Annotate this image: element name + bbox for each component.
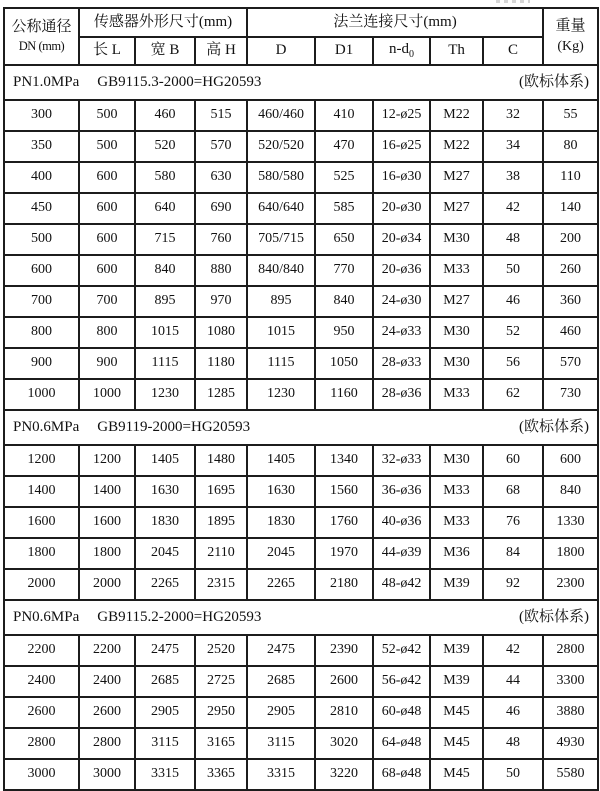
table-cell: 515 <box>195 100 247 131</box>
table-cell: M33 <box>430 476 483 507</box>
standard-code-label: GB9119-2000=HG20593 <box>97 418 251 435</box>
table-cell: 600 <box>543 445 598 476</box>
table-row <box>4 538 598 569</box>
table-row <box>4 286 598 317</box>
table-cell: 55 <box>543 100 598 131</box>
header-col-th: Th <box>430 37 483 65</box>
table-cell: M22 <box>430 131 483 162</box>
table-cell: 705/715 <box>247 224 315 255</box>
table-cell: 2300 <box>543 569 598 600</box>
table-cell: 1830 <box>135 507 195 538</box>
table-cell: 2045 <box>135 538 195 569</box>
table-cell: 1340 <box>315 445 373 476</box>
section-row <box>4 600 598 635</box>
table-cell: 2475 <box>247 635 315 666</box>
table-cell: 300 <box>4 100 79 131</box>
table-cell: M33 <box>430 379 483 410</box>
table-cell: 800 <box>4 317 79 348</box>
table-cell: 3315 <box>247 759 315 790</box>
table-cell: 200 <box>543 224 598 255</box>
table-cell: 1400 <box>79 476 135 507</box>
table-cell: 450 <box>4 193 79 224</box>
table-cell: 2390 <box>315 635 373 666</box>
table-cell: 600 <box>79 255 135 286</box>
table-cell: 1800 <box>543 538 598 569</box>
table-cell: 880 <box>195 255 247 286</box>
table-cell: 600 <box>79 162 135 193</box>
table-cell: 2520 <box>195 635 247 666</box>
table-cell: 500 <box>79 131 135 162</box>
table-cell: 4930 <box>543 728 598 759</box>
header-weight-title: 重量 <box>555 18 586 35</box>
table-cell: 2950 <box>195 697 247 728</box>
table-cell: M30 <box>430 445 483 476</box>
table-cell: M36 <box>430 538 483 569</box>
table-cell: 16-ø30 <box>373 162 430 193</box>
table-cell: 2200 <box>4 635 79 666</box>
table-row <box>4 379 598 410</box>
table-cell: 460 <box>543 317 598 348</box>
table-row <box>4 100 598 131</box>
section-row <box>4 65 598 100</box>
table-row <box>4 507 598 538</box>
table-cell: 2000 <box>4 569 79 600</box>
table-row <box>4 224 598 255</box>
table-cell: 520 <box>135 131 195 162</box>
table-cell: 42 <box>483 635 543 666</box>
table-cell: 895 <box>135 286 195 317</box>
header-col-width: 宽 B <box>135 37 195 65</box>
table-cell: 62 <box>483 379 543 410</box>
table-cell: 34 <box>483 131 543 162</box>
table-cell: 36-ø36 <box>373 476 430 507</box>
header-nominal-diameter <box>4 8 79 65</box>
table-cell: 1200 <box>79 445 135 476</box>
dimension-spec-table <box>3 7 599 791</box>
table-cell: 20-ø34 <box>373 224 430 255</box>
table-row <box>4 666 598 697</box>
header-row-groups <box>4 8 598 37</box>
header-weight-unit: (Kg) <box>557 38 584 54</box>
table-cell: 895 <box>247 286 315 317</box>
standard-system-note: (欧标体系) <box>519 608 590 625</box>
header-col-n-d0-sub: 0 <box>409 49 415 61</box>
table-cell: 2600 <box>4 697 79 728</box>
table-cell: 525 <box>315 162 373 193</box>
table-cell: 650 <box>315 224 373 255</box>
table-cell: 2400 <box>4 666 79 697</box>
table-cell: 350 <box>4 131 79 162</box>
table-cell: 2600 <box>79 697 135 728</box>
table-cell: 110 <box>543 162 598 193</box>
table-cell: 1970 <box>315 538 373 569</box>
table-cell: 32-ø33 <box>373 445 430 476</box>
header-col-n-d0-main: n-d <box>389 41 410 58</box>
table-row <box>4 759 598 790</box>
table-cell: 46 <box>483 286 543 317</box>
table-cell: 20-ø36 <box>373 255 430 286</box>
table-cell: 630 <box>195 162 247 193</box>
table-cell: 1015 <box>135 317 195 348</box>
table-cell: M33 <box>430 507 483 538</box>
table-cell: 5580 <box>543 759 598 790</box>
table-cell: 60-ø48 <box>373 697 430 728</box>
table-cell: 600 <box>4 255 79 286</box>
header-col-height: 高 H <box>195 37 247 65</box>
table-row <box>4 697 598 728</box>
table-cell: 3880 <box>543 697 598 728</box>
table-row <box>4 162 598 193</box>
table-cell: 585 <box>315 193 373 224</box>
table-cell: 1800 <box>79 538 135 569</box>
table-cell: 1405 <box>247 445 315 476</box>
table-cell: 1760 <box>315 507 373 538</box>
pressure-rating-label: PN1.0MPa <box>13 73 80 90</box>
table-cell: 64-ø48 <box>373 728 430 759</box>
table-cell: 2045 <box>247 538 315 569</box>
table-cell: 2810 <box>315 697 373 728</box>
standard-code-label: GB9115.2-2000=HG20593 <box>97 608 262 625</box>
table-cell: M45 <box>430 759 483 790</box>
table-row <box>4 476 598 507</box>
table-cell: 600 <box>79 193 135 224</box>
table-cell: 1015 <box>247 317 315 348</box>
table-cell: M39 <box>430 666 483 697</box>
table-cell: 3365 <box>195 759 247 790</box>
table-cell: 800 <box>79 317 135 348</box>
table-cell: 1600 <box>79 507 135 538</box>
table-cell: 500 <box>4 224 79 255</box>
table-cell: 840/840 <box>247 255 315 286</box>
table-cell: 92 <box>483 569 543 600</box>
standard-system-note: (欧标体系) <box>519 73 590 90</box>
table-row <box>4 317 598 348</box>
table-cell: 44 <box>483 666 543 697</box>
pressure-rating-label: PN0.6MPa <box>13 418 80 435</box>
table-cell: 2905 <box>247 697 315 728</box>
table-cell: 1600 <box>4 507 79 538</box>
table-body <box>4 65 598 790</box>
table-cell: 76 <box>483 507 543 538</box>
table-cell: 3000 <box>4 759 79 790</box>
table-cell: 1830 <box>247 507 315 538</box>
table-cell: 2725 <box>195 666 247 697</box>
table-cell: 3165 <box>195 728 247 759</box>
header-col-d: D <box>247 37 315 65</box>
table-cell: 84 <box>483 538 543 569</box>
table-cell: 950 <box>315 317 373 348</box>
header-col-n-d0 <box>373 37 430 65</box>
table-cell: 60 <box>483 445 543 476</box>
table-cell: 640 <box>135 193 195 224</box>
table-cell: 1115 <box>247 348 315 379</box>
scan-artifact <box>496 0 530 3</box>
table-cell: 44-ø39 <box>373 538 430 569</box>
table-cell: 12-ø25 <box>373 100 430 131</box>
table-cell: 1160 <box>315 379 373 410</box>
table-cell: M45 <box>430 728 483 759</box>
table-cell: 24-ø33 <box>373 317 430 348</box>
table-cell: 770 <box>315 255 373 286</box>
table-cell: 28-ø33 <box>373 348 430 379</box>
table-cell: 20-ø30 <box>373 193 430 224</box>
table-cell: 48-ø42 <box>373 569 430 600</box>
table-cell: 140 <box>543 193 598 224</box>
table-cell: 900 <box>4 348 79 379</box>
table-cell: 1230 <box>247 379 315 410</box>
table-cell: 46 <box>483 697 543 728</box>
table-cell: 2265 <box>135 569 195 600</box>
table-cell: 470 <box>315 131 373 162</box>
table-row <box>4 445 598 476</box>
table-cell: 2800 <box>4 728 79 759</box>
table-cell: 410 <box>315 100 373 131</box>
table-cell: 2905 <box>135 697 195 728</box>
table-cell: 1115 <box>135 348 195 379</box>
table-cell: 1285 <box>195 379 247 410</box>
header-col-c: C <box>483 37 543 65</box>
table-cell: 52-ø42 <box>373 635 430 666</box>
table-cell: M30 <box>430 224 483 255</box>
header-row-columns <box>4 37 598 65</box>
table-cell: 42 <box>483 193 543 224</box>
table-cell: M22 <box>430 100 483 131</box>
table-row <box>4 635 598 666</box>
table-row <box>4 728 598 759</box>
table-cell: 1630 <box>247 476 315 507</box>
table-cell: 1330 <box>543 507 598 538</box>
table-cell: 1405 <box>135 445 195 476</box>
table-cell: 570 <box>543 348 598 379</box>
table-cell: 48 <box>483 728 543 759</box>
table-cell: 2475 <box>135 635 195 666</box>
table-cell: 840 <box>135 255 195 286</box>
table-cell: 3315 <box>135 759 195 790</box>
table-cell: 52 <box>483 317 543 348</box>
table-cell: 50 <box>483 255 543 286</box>
table-cell: 1630 <box>135 476 195 507</box>
table-cell: 900 <box>79 348 135 379</box>
table-cell: 2110 <box>195 538 247 569</box>
table-cell: 840 <box>543 476 598 507</box>
table-cell: 360 <box>543 286 598 317</box>
table-cell: 2265 <box>247 569 315 600</box>
table-cell: 3220 <box>315 759 373 790</box>
table-cell: 80 <box>543 131 598 162</box>
table-cell: 3300 <box>543 666 598 697</box>
table-cell: 1050 <box>315 348 373 379</box>
table-cell: 840 <box>315 286 373 317</box>
table-cell: 68 <box>483 476 543 507</box>
table-cell: 2180 <box>315 569 373 600</box>
table-cell: 580/580 <box>247 162 315 193</box>
table-cell: 68-ø48 <box>373 759 430 790</box>
table-cell: 1180 <box>195 348 247 379</box>
table-cell: M45 <box>430 697 483 728</box>
table-cell: 690 <box>195 193 247 224</box>
table-cell: 460/460 <box>247 100 315 131</box>
table-cell: 400 <box>4 162 79 193</box>
table-row <box>4 131 598 162</box>
table-cell: 2800 <box>543 635 598 666</box>
table-cell: 2685 <box>135 666 195 697</box>
table-cell: 1480 <box>195 445 247 476</box>
table-cell: 730 <box>543 379 598 410</box>
table-cell: 50 <box>483 759 543 790</box>
header-col-length: 长 L <box>79 37 135 65</box>
table-cell: 1080 <box>195 317 247 348</box>
table-cell: 700 <box>4 286 79 317</box>
header-nominal-diameter-unit: DN (mm) <box>18 39 65 54</box>
table-cell: 520/520 <box>247 131 315 162</box>
table-cell: 2000 <box>79 569 135 600</box>
table-cell: M27 <box>430 162 483 193</box>
table-cell: 28-ø36 <box>373 379 430 410</box>
table-cell: 3000 <box>79 759 135 790</box>
table-cell: 260 <box>543 255 598 286</box>
table-cell: 1695 <box>195 476 247 507</box>
table-cell: 1230 <box>135 379 195 410</box>
table-cell: 1000 <box>79 379 135 410</box>
table-cell: 2400 <box>79 666 135 697</box>
header-nominal-diameter-title: 公称通径 <box>11 19 72 36</box>
table-row <box>4 348 598 379</box>
table-cell: 640/640 <box>247 193 315 224</box>
table-cell: 760 <box>195 224 247 255</box>
table-row <box>4 193 598 224</box>
table-cell: 460 <box>135 100 195 131</box>
header-sensor-dimensions-group: 传感器外形尺寸(mm) <box>79 8 247 37</box>
table-cell: 2685 <box>247 666 315 697</box>
table-header <box>4 8 598 65</box>
table-cell: 48 <box>483 224 543 255</box>
header-flange-dimensions-group: 法兰连接尺寸(mm) <box>247 8 543 37</box>
table-cell: 2200 <box>79 635 135 666</box>
table-cell: 970 <box>195 286 247 317</box>
standard-code-label: GB9115.3-2000=HG20593 <box>97 73 262 90</box>
table-cell: M30 <box>430 348 483 379</box>
table-cell: 16-ø25 <box>373 131 430 162</box>
table-cell: 24-ø30 <box>373 286 430 317</box>
section-row <box>4 410 598 445</box>
table-cell: 1400 <box>4 476 79 507</box>
table-cell: 715 <box>135 224 195 255</box>
table-cell: M27 <box>430 193 483 224</box>
table-row <box>4 255 598 286</box>
table-cell: M39 <box>430 569 483 600</box>
table-cell: 600 <box>79 224 135 255</box>
table-cell: 3020 <box>315 728 373 759</box>
table-cell: 38 <box>483 162 543 193</box>
standard-system-note: (欧标体系) <box>519 418 590 435</box>
pressure-rating-label: PN0.6MPa <box>13 608 80 625</box>
table-cell: 1000 <box>4 379 79 410</box>
table-cell: 3115 <box>135 728 195 759</box>
table-cell: M39 <box>430 635 483 666</box>
table-row <box>4 569 598 600</box>
table-cell: 500 <box>79 100 135 131</box>
table-cell: 56 <box>483 348 543 379</box>
table-cell: 1560 <box>315 476 373 507</box>
table-cell: 56-ø42 <box>373 666 430 697</box>
table-cell: 570 <box>195 131 247 162</box>
table-cell: 32 <box>483 100 543 131</box>
table-cell: 2600 <box>315 666 373 697</box>
header-weight <box>543 8 598 65</box>
table-cell: 1200 <box>4 445 79 476</box>
table-cell: 40-ø36 <box>373 507 430 538</box>
table-cell: 1800 <box>4 538 79 569</box>
header-col-d1: D1 <box>315 37 373 65</box>
table-cell: 2800 <box>79 728 135 759</box>
table-cell: 700 <box>79 286 135 317</box>
table-cell: 2315 <box>195 569 247 600</box>
table-cell: 1895 <box>195 507 247 538</box>
table-cell: 3115 <box>247 728 315 759</box>
table-cell: M30 <box>430 317 483 348</box>
table-cell: M27 <box>430 286 483 317</box>
table-cell: M33 <box>430 255 483 286</box>
table-cell: 580 <box>135 162 195 193</box>
